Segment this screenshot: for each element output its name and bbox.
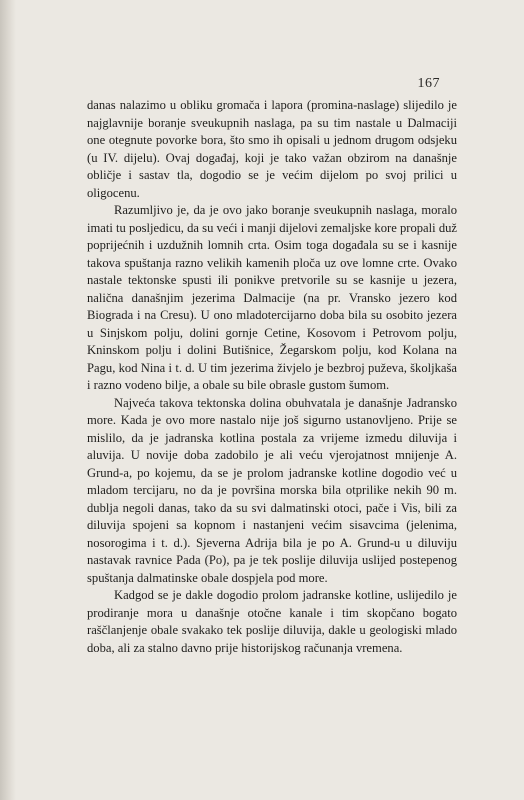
paragraph: Kadgod se je dakle dogodio prolom jadranske kotline, uslijedilo je prodiranje mora u današnje otočne kanale i tim skopčano bogato raščlanjenje obale svakako tek poslije diluvija, dakle u geologiski mlado doba, ali za stalno davno prije historijskog računanja vremena. xyxy=(87,588,457,655)
page-number: 167 xyxy=(417,76,440,91)
page-spine-shadow xyxy=(0,0,16,800)
paragraph: Razumljivo je, da je ovo jako boranje sveukupnih naslaga, moralo imati tu posljedicu, da su veći i manji dijelovi zemaljske kore propali duž poprijećnih i uzdužnih lomnih crta. Osim toga događala su se i kasnije takova spuštanja razno velikih kamenih ploča uz ove lomne crte. Ovako nastale tektonske spusti ili ponikve pretvorile su se kasnije u jezera, nalična današnjim jezerima Dalmacije (na pr. Vransko jezero kod Biograda i na Cresu). U ono mladotercijarno doba bila su osobito jezera u Sinjskom polju, dolini gornje Cetine, Kosovom i Petrovom polju, Kninskom polju i dolini Butišnice, Žegarskom polju, kod Kolana na Pagu, kod Nina i t. d. U tim jezerima živjelo je bezbroj puževa, školjkaša i razno vodeno bilje, a obale su bile obrasle gustom šumom. xyxy=(87,203,457,392)
paragraph: Najveća takova tektonska dolina obuhvatala je današnje Jadransko more. Kada je ovo more nastalo nije još sigurno ustanovljeno. Prije se mislilo, da je jadranska kotlina postala za vrijeme izmedu diluvija i aluvija. U novije doba zadobilo je ali veću vjerojatnost mnijenje A. Grund-a, po kojemu, da se je prolom jadranske kotline dogodio već u mladom tercijaru, no da je površina morska bila otprilike nekih 90 m. dublja negoli danas, tako da su svi dalmatinski otoci, pače i Vis, bili za diluvija spojeni sa kopnom i nastanjeni većim sisavcima (jelenima, nosorogima i t. d.). Sjeverna Adrija bila je po A. Grund-u u diluviju nastavak ravnice Pada (Po), pa je tek poslije diluvija uslijed postepenog spuštanja dalmatinske obale dospjela pod more. xyxy=(87,395,457,585)
body-text xyxy=(87,97,457,657)
paragraph: danas nalazimo u obliku gromača i lapora (promina-naslage) slijedilo je najglavnije boranje sveukupnih naslaga, pa su tim nastale u Dalmaciji one otegnute povorke bora, što smo ih opisali u jednom drugom odsjeku (u IV. dijelu). Ovaj događaj, koji je tako važan obzirom na današnje obličje i sastav tla, dogodio se je većim dijelom po svoj prilici u oligocenu. xyxy=(87,98,457,200)
